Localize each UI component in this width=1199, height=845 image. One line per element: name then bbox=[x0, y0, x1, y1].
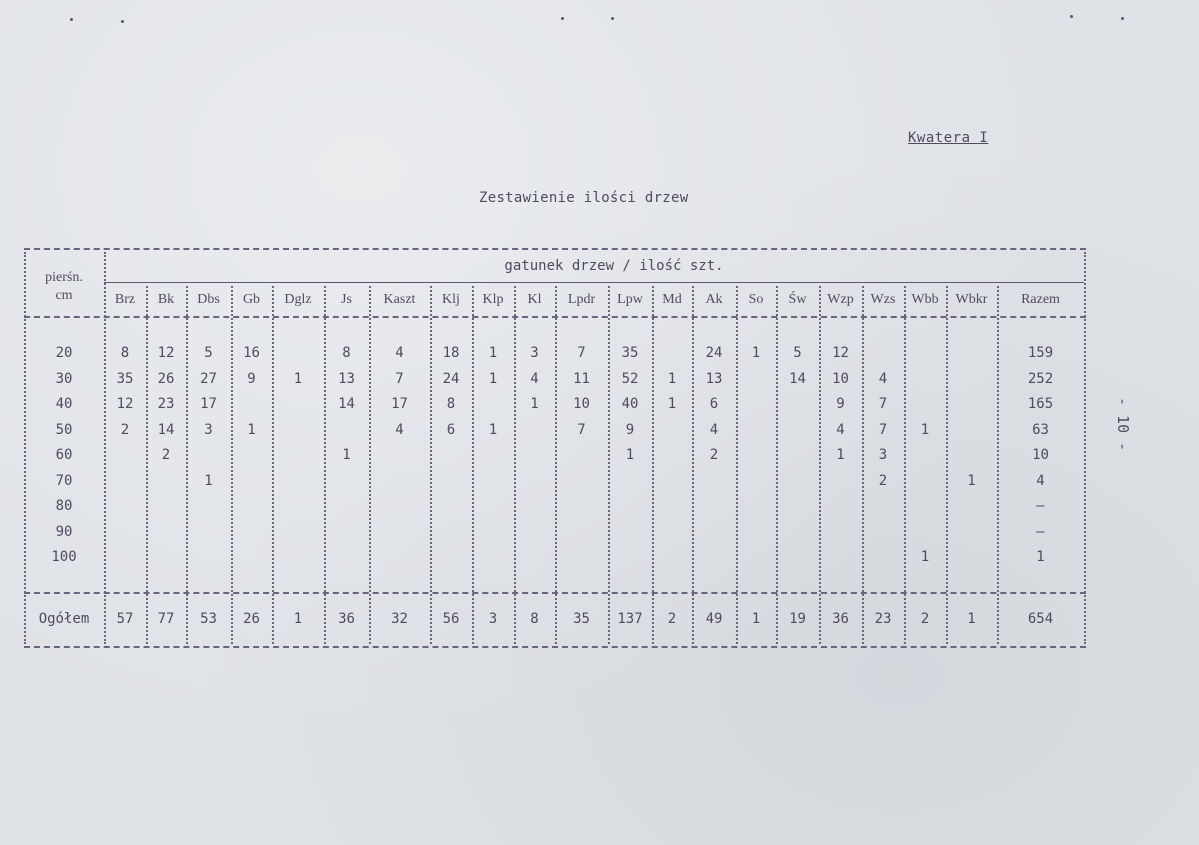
punch-mark bbox=[1121, 17, 1124, 20]
table-cell: 11 bbox=[573, 370, 590, 387]
table-cell: 9 bbox=[836, 396, 845, 412]
column-separator bbox=[819, 286, 821, 644]
table-cell: 1 bbox=[667, 396, 677, 412]
table-cell: 13 bbox=[705, 370, 723, 387]
page-title: Zestawienie ilości drzew bbox=[479, 190, 689, 206]
table-cell: 2 bbox=[161, 447, 171, 463]
table-cell: 13 bbox=[338, 370, 355, 387]
table-cell: 17 bbox=[200, 396, 217, 412]
total-cell: 56 bbox=[442, 611, 460, 627]
table-rule bbox=[24, 248, 1086, 250]
table-cell: 1 bbox=[488, 421, 498, 438]
table-cell: 4 bbox=[1036, 472, 1045, 489]
table-cell: 5 bbox=[204, 345, 213, 361]
table-cell: 2 bbox=[709, 447, 719, 463]
column-separator bbox=[272, 286, 274, 644]
total-cell: 3 bbox=[488, 611, 498, 627]
column-header-brz: Brz bbox=[114, 292, 136, 307]
column-separator bbox=[652, 286, 654, 644]
total-cell: 1 bbox=[751, 611, 761, 627]
table-cell: – bbox=[1036, 498, 1045, 514]
table-cell: 24 bbox=[705, 345, 723, 361]
total-cell: 1 bbox=[293, 611, 303, 627]
punch-mark bbox=[1070, 15, 1073, 18]
row-label: 60 bbox=[55, 447, 73, 463]
column-separator bbox=[324, 286, 326, 644]
table-cell: 18 bbox=[442, 345, 460, 361]
column-header-św: Św bbox=[788, 292, 807, 307]
total-cell: 137 bbox=[617, 611, 643, 627]
total-label: Ogółem bbox=[38, 611, 90, 627]
table-cell: 40 bbox=[621, 396, 639, 412]
table-cell: 63 bbox=[1032, 421, 1049, 438]
table-cell: 7 bbox=[878, 396, 888, 412]
column-header-klp: Klp bbox=[482, 292, 504, 307]
row-label: 90 bbox=[55, 523, 73, 540]
punch-mark bbox=[70, 18, 73, 21]
column-header-ak: Ak bbox=[705, 292, 723, 307]
table-cell: 1 bbox=[751, 345, 761, 361]
punch-mark bbox=[561, 17, 564, 20]
row-label: 50 bbox=[55, 421, 73, 438]
table-cell: 1 bbox=[836, 447, 845, 463]
table-cell: 7 bbox=[577, 421, 586, 438]
table-cell: 16 bbox=[243, 345, 260, 361]
total-cell: 8 bbox=[530, 611, 539, 627]
column-separator bbox=[946, 286, 948, 644]
total-cell: 2 bbox=[920, 611, 930, 627]
table-cell: 6 bbox=[446, 421, 456, 438]
total-cell: 36 bbox=[832, 611, 849, 627]
column-separator bbox=[776, 286, 778, 644]
column-header-dglz: Dglz bbox=[284, 292, 312, 307]
table-cell: 10 bbox=[573, 396, 590, 412]
total-cell: 35 bbox=[573, 611, 590, 627]
table-cell: 12 bbox=[116, 396, 134, 412]
total-cell: 49 bbox=[705, 611, 723, 627]
column-header-wbkr: Wbkr bbox=[955, 292, 988, 307]
table-cell: 1 bbox=[920, 549, 930, 565]
table-cell: 1 bbox=[920, 421, 930, 438]
table-cell: 7 bbox=[878, 421, 888, 438]
column-separator bbox=[736, 286, 738, 644]
column-header-gb: Gb bbox=[242, 292, 261, 307]
table-cell: 3 bbox=[878, 447, 888, 463]
column-header-so: So bbox=[748, 292, 764, 307]
column-separator bbox=[608, 286, 610, 644]
table-cell: 1 bbox=[488, 345, 498, 361]
column-separator bbox=[430, 286, 432, 644]
column-separator bbox=[862, 286, 864, 644]
section-heading: Kwatera I bbox=[908, 130, 989, 146]
table-cell: 10 bbox=[832, 370, 849, 387]
table-cell: 1 bbox=[293, 370, 303, 387]
table-cell: 24 bbox=[442, 370, 460, 387]
table-cell: 14 bbox=[338, 396, 355, 412]
table-cell: 1 bbox=[667, 370, 677, 387]
table-cell: 7 bbox=[577, 345, 586, 361]
column-separator bbox=[514, 286, 516, 644]
table-cell: 52 bbox=[621, 370, 639, 387]
table-cell: 4 bbox=[530, 370, 539, 387]
table-cell: 26 bbox=[157, 370, 175, 387]
column-header-wzs: Wzs bbox=[870, 292, 896, 307]
column-separator bbox=[369, 286, 371, 644]
column-header-wbb: Wbb bbox=[911, 292, 939, 307]
total-cell: 23 bbox=[874, 611, 892, 627]
column-header-js: Js bbox=[341, 292, 352, 307]
row-label: 70 bbox=[55, 472, 73, 489]
total-cell: 2 bbox=[667, 611, 677, 627]
table-cell: 1 bbox=[342, 447, 351, 463]
tree-count-table bbox=[24, 248, 1088, 648]
table-cell: – bbox=[1036, 523, 1045, 540]
table-cell: 6 bbox=[709, 396, 719, 412]
column-header-klj: Klj bbox=[442, 292, 460, 307]
table-cell: 8 bbox=[342, 345, 351, 361]
row-label: 30 bbox=[55, 370, 73, 387]
table-cell: 23 bbox=[157, 396, 175, 412]
table-cell: 14 bbox=[789, 370, 806, 387]
table-cell: 4 bbox=[709, 421, 719, 438]
table-cell: 4 bbox=[878, 370, 888, 387]
column-separator bbox=[1084, 252, 1086, 644]
table-cell: 1 bbox=[204, 472, 213, 489]
table-cell: 9 bbox=[247, 370, 256, 387]
row-header-label: pierśn. bbox=[45, 270, 83, 285]
table-rule bbox=[24, 646, 1086, 648]
table-cell: 8 bbox=[120, 345, 130, 361]
total-cell: 32 bbox=[391, 611, 408, 627]
column-header-dbs: Dbs bbox=[197, 292, 220, 307]
table-cell: 1 bbox=[1036, 549, 1045, 565]
column-separator bbox=[904, 286, 906, 644]
table-cell: 14 bbox=[157, 421, 175, 438]
table-cell: 3 bbox=[204, 421, 213, 438]
column-separator bbox=[472, 286, 474, 644]
table-cell: 27 bbox=[200, 370, 217, 387]
column-separator bbox=[231, 286, 233, 644]
total-cell: 19 bbox=[789, 611, 806, 627]
column-separator bbox=[186, 286, 188, 644]
total-cell: 26 bbox=[243, 611, 260, 627]
page-number: - 10 - bbox=[1114, 396, 1132, 452]
table-cell: 35 bbox=[116, 370, 134, 387]
total-cell: 57 bbox=[116, 611, 134, 627]
table-cell: 35 bbox=[621, 345, 639, 361]
group-header: gatunek drzew / ilość szt. bbox=[504, 258, 724, 274]
table-cell: 4 bbox=[836, 421, 845, 438]
column-header-kl: Kl bbox=[527, 292, 542, 307]
column-separator bbox=[692, 286, 694, 644]
column-separator bbox=[997, 286, 999, 644]
column-header-lpdr: Lpdr bbox=[567, 292, 596, 307]
column-separator bbox=[555, 286, 557, 644]
table-cell: 1 bbox=[488, 370, 498, 387]
header-underline bbox=[104, 282, 1084, 283]
table-cell: 9 bbox=[625, 421, 635, 438]
table-cell: 4 bbox=[395, 421, 404, 438]
table-cell: 1 bbox=[625, 447, 635, 463]
table-cell: 1 bbox=[967, 472, 976, 489]
table-cell: 10 bbox=[1032, 447, 1049, 463]
table-cell: 2 bbox=[878, 472, 888, 489]
column-header-razem: Razem bbox=[1021, 292, 1060, 307]
table-cell: 8 bbox=[446, 396, 456, 412]
table-cell: 17 bbox=[391, 396, 408, 412]
column-header-kaszt: Kaszt bbox=[383, 292, 416, 307]
punch-mark bbox=[121, 20, 124, 23]
table-cell: 159 bbox=[1027, 345, 1054, 361]
column-header-md: Md bbox=[662, 292, 682, 307]
table-cell: 5 bbox=[793, 345, 802, 361]
total-cell: 53 bbox=[200, 611, 217, 627]
table-cell: 252 bbox=[1027, 370, 1054, 387]
row-header-unit: cm bbox=[55, 288, 73, 303]
table-cell: 1 bbox=[530, 396, 539, 412]
table-cell: 7 bbox=[395, 370, 404, 387]
table-cell: 3 bbox=[530, 345, 539, 361]
row-label: 20 bbox=[55, 345, 73, 361]
row-label: 40 bbox=[55, 396, 73, 412]
column-header-bk: Bk bbox=[157, 292, 175, 307]
column-separator bbox=[104, 252, 106, 644]
column-header-lpw: Lpw bbox=[617, 292, 643, 307]
table-cell: 2 bbox=[120, 421, 130, 438]
row-label: 80 bbox=[55, 498, 73, 514]
row-label: 100 bbox=[51, 549, 77, 565]
total-cell: 36 bbox=[338, 611, 355, 627]
table-cell: 1 bbox=[247, 421, 256, 438]
total-cell: 77 bbox=[157, 611, 175, 627]
total-cell: 1 bbox=[967, 611, 976, 627]
table-cell: 12 bbox=[832, 345, 849, 361]
total-cell: 654 bbox=[1027, 611, 1054, 627]
table-cell: 165 bbox=[1027, 396, 1054, 412]
table-cell: 4 bbox=[395, 345, 404, 361]
column-separator bbox=[146, 286, 148, 644]
punch-mark bbox=[611, 17, 614, 20]
column-header-wzp: Wzp bbox=[827, 292, 854, 307]
table-cell: 12 bbox=[157, 345, 175, 361]
